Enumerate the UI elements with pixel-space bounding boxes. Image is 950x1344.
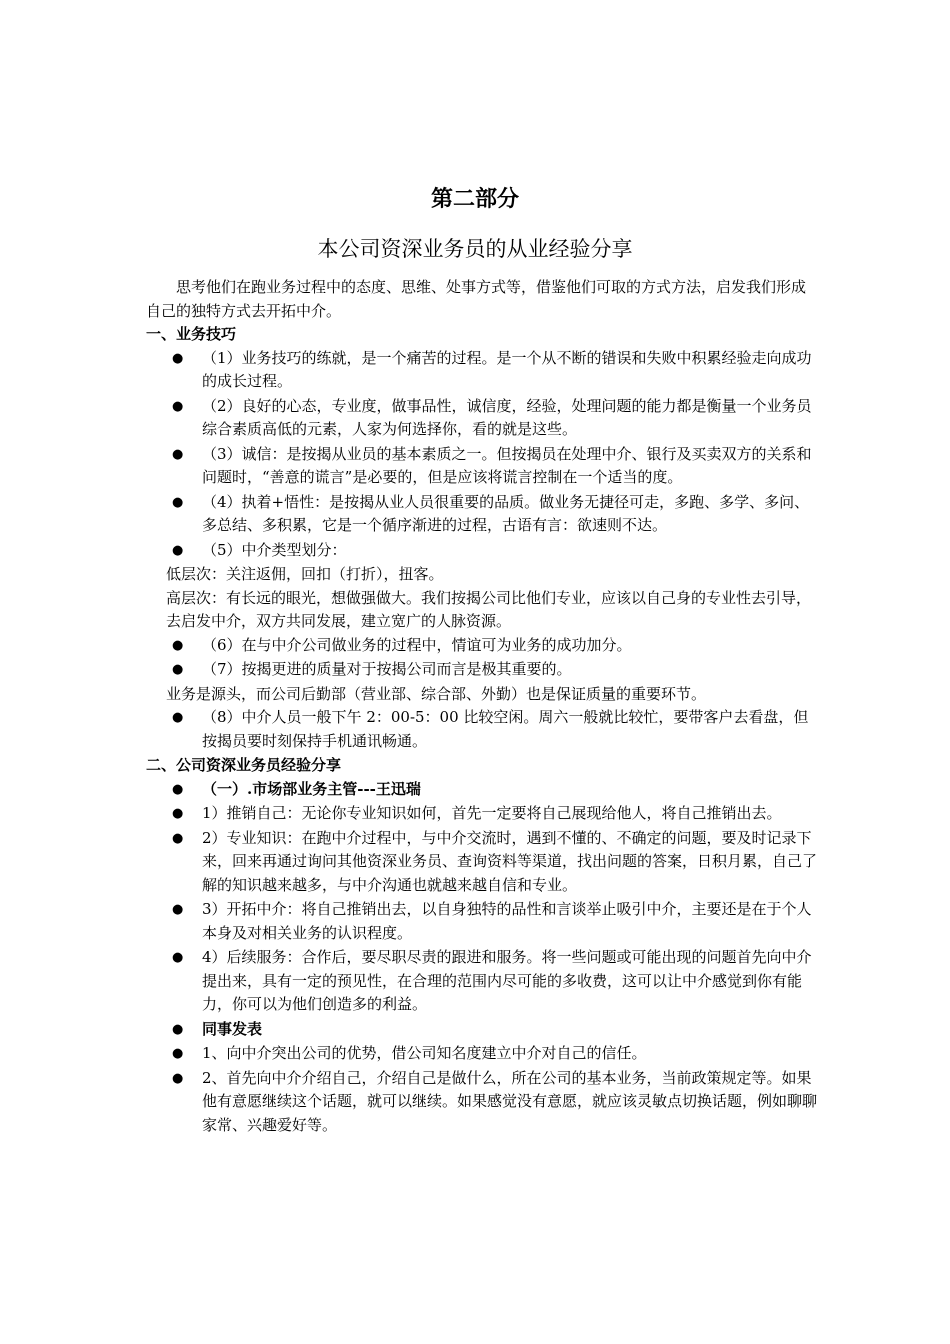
list-item-text: （6）在与中介公司做业务的过程中，情谊可为业务的成功加分。 [202,635,632,654]
list-item [146,347,818,394]
note-paragraph: 业务是源头，而公司后勤部（营业部、综合部、外勤）也是保证质量的重要环节。 [166,684,707,703]
list-item [146,1067,818,1138]
bullet-icon: ● [172,806,184,821]
bullet-icon: ● [172,398,184,414]
list-item [146,1018,818,1042]
list-item [146,898,818,945]
list-item [146,802,818,826]
list-item-text: （5）中介类型划分： [202,540,347,559]
list-item-text: 1、向中介突出公司的优势，借公司知名度建立中介对自己的信任。 [202,1044,647,1062]
bullet-icon: ● [172,1070,184,1086]
section2-heading: 二、公司资深业务员经验分享 [146,756,342,774]
list-item [146,946,818,1017]
section1-heading: 一、业务技巧 [146,325,237,343]
list-item [146,539,818,563]
bullet-icon: ● [172,710,184,725]
list-item-text: 3）开拓中介：将自己推销出去，以自身独特的品性和言谈举止吸引中介，主要还是在于个人本身及对相关业务的认识程度。 [202,900,812,942]
list-item-text: （2）良好的心态，专业度，做事品性，诚信度，经验，处理问题的能力都是衡量一个业务员综合素质高低的元素，人家为何选择你，看的就是这些。 [202,396,812,438]
list-item-text: 4）后续服务：合作后，要尽职尽责的跟进和服务。将一些问题或可能出现的问题首先向中介提出来，具有一定的预见性，在合理的范围内尽可能的多收费，这可以让中介感觉到你有能力，你可以为他们创造多的利益。 [202,948,812,1013]
list-item [146,706,818,753]
list-item [146,658,818,682]
bullet-icon: ● [172,950,184,965]
list-item [146,443,818,490]
list-item-text: 2、首先向中介介绍自己，介绍自己是做什么，所在公司的基本业务，当前政策规定等。如果他有意愿继续这个话题，就可以继续。如果感觉没有意愿，就应该灵敏点切换话题，例如聊聊家常、兴趣爱好等。 [202,1068,818,1134]
intro-paragraph: 思考他们在跑业务过程中的态度、思维、处事方式等，借鉴他们可取的方式方法，启发我们形成自己的独特方式去开拓中介。 [146,278,807,320]
bullet-icon: ● [172,542,184,558]
bullet-icon: ● [172,781,184,797]
list-item [146,1042,818,1066]
list-item-text: （4）执着+悟性：是按揭从业人员很重要的品质。做业务无捷径可走，多跑、多学、多问、多总结、多积累，它是一个循序渐进的过程，古语有言：欲速则不达。 [202,492,810,534]
low-level-paragraph: 低层次：关注返佣，回扣（打折），扭客。 [166,565,444,583]
list-item-text: （3）诚信：是按揭从业员的基本素质之一。但按揭员在处理中介、银行及买卖双方的关系和问题时，“善意的谎言”是必要的，但是应该将谎言控制在一个适当的度。 [202,444,812,486]
list-item [146,778,818,802]
list-item-text: （8）中介人员一般下午 2：00-5：00 比较空闲。周六一般就比较忙，要带客户去看盘，但按揭员要时刻保持手机通讯畅通。 [202,708,809,750]
bullet-icon: ● [172,637,184,653]
bullet-icon: ● [172,350,184,366]
list-item-text: 2）专业知识：在跑中介过程中，与中介交流时，遇到不懂的、不确定的问题，要及时记录下来，回来再通过询问其他资深业务员、查询资料等渠道，找出问题的答案，日积月累，自己了解的知识越来越多，与中介沟通也就越来越自信和专业。 [202,828,818,894]
bullet-icon: ● [172,902,184,917]
list-item [146,491,818,538]
list-item [146,395,818,442]
high-level-paragraph: 高层次：有长远的眼光，想做强做大。我们按揭公司比他们专业，应该以自己身的专业性去引导，去启发中介，双方共同发展，建立宽广的人脉资源。 [166,588,812,630]
list-item-text: （7）按揭更进的质量对于按揭公司而言是极其重要的。 [202,660,572,678]
page-subtitle: 本公司资深业务员的从业经验分享 [317,237,633,261]
document-body [146,276,818,1138]
bullet-icon: ● [172,446,184,462]
list-item [146,634,818,658]
subsection-heading: 同事发表 [202,1019,263,1038]
list-item [146,827,818,898]
bullet-icon: ● [172,830,184,846]
bullet-icon: ● [172,494,184,510]
list-item-text: （1）业务技巧的练就，是一个痛苦的过程。是一个从不断的错误和失败中积累经验走向成功的成长过程。 [202,348,812,390]
bullet-icon: ● [172,1046,184,1061]
bullet-icon: ● [172,662,184,677]
bullet-icon: ● [172,1021,184,1037]
page-title: 第二部分 [430,186,519,212]
subsection-heading: （一）.市场部业务主管---王迅瑞 [202,779,421,798]
list-item-text: 1）推销自己：无论你专业知识如何，首先一定要将自己展现给他人，将自己推销出去。 [202,804,782,822]
